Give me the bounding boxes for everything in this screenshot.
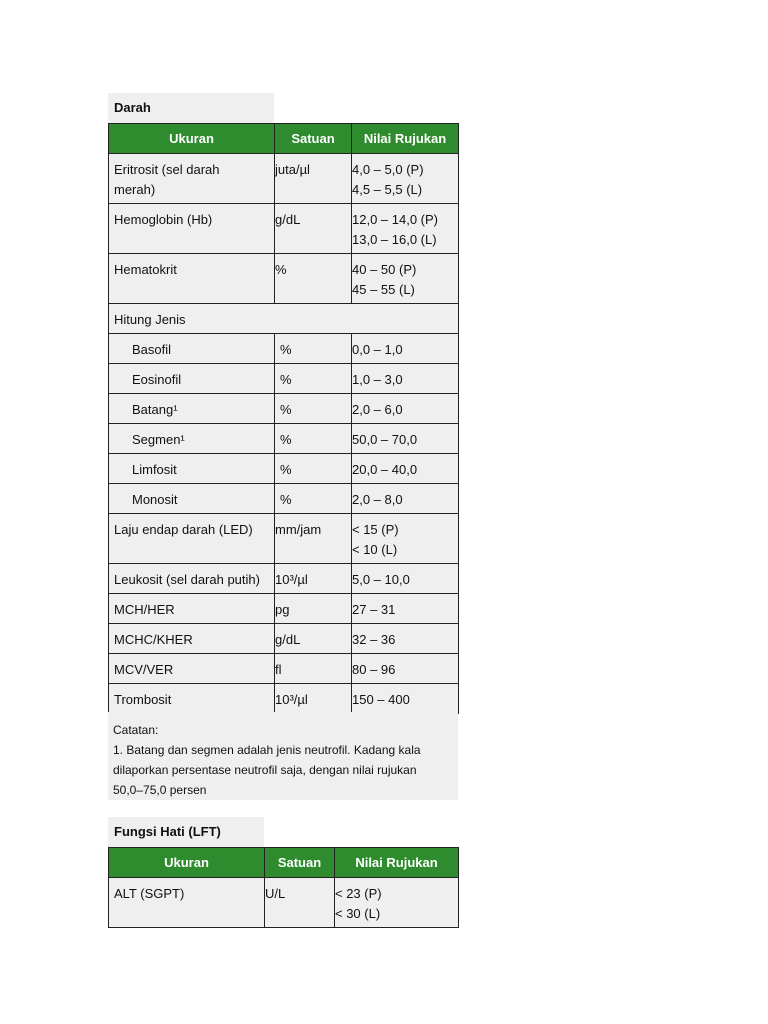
table-row (109, 564, 459, 594)
table-row (109, 878, 459, 928)
row-unit: % (275, 254, 352, 304)
hitung-jenis-label: Hitung Jenis (109, 304, 459, 334)
darah-caption: Darah (108, 93, 274, 123)
row-ref: 32 – 36 (352, 624, 459, 654)
row-ref: 20,0 – 40,0 (352, 454, 459, 484)
row-unit: % (275, 424, 352, 454)
row-unit: pg (275, 594, 352, 624)
table-row (109, 424, 459, 454)
darah-header-row (109, 124, 459, 154)
row-ref: 5,0 – 10,0 (352, 564, 459, 594)
row-name: Laju endap darah (LED) (109, 514, 275, 564)
row-name: Hematokrit (109, 254, 275, 304)
row-name: MCHC/KHER (109, 624, 275, 654)
darah-table (108, 123, 459, 714)
row-unit: 10³/µl (275, 684, 352, 714)
table-row (109, 154, 459, 204)
row-ref: 0,0 – 1,0 (352, 334, 459, 364)
header-satuan: Satuan (275, 124, 352, 154)
row-unit: % (275, 484, 352, 514)
row-ref: 2,0 – 6,0 (352, 394, 459, 424)
note-text: dilaporkan persentase neutrofil saja, dengan nilai rujukan (113, 763, 417, 777)
fungsi-hati-table (108, 847, 459, 928)
table-row (109, 594, 459, 624)
table-row (109, 454, 459, 484)
row-name: Leukosit (sel darah putih) (109, 564, 275, 594)
row-name: ALT (SGPT) (109, 878, 265, 928)
row-unit: % (275, 364, 352, 394)
header-nilai-rujukan: Nilai Rujukan (352, 124, 459, 154)
row-unit: U/L (265, 878, 335, 928)
darah-note (108, 712, 458, 800)
header-satuan: Satuan (265, 848, 335, 878)
row-unit: fl (275, 654, 352, 684)
table-row-group-heading (109, 304, 459, 334)
row-name: Monosit (109, 484, 275, 514)
row-name: Trombosit (109, 684, 275, 714)
table-row (109, 204, 459, 254)
row-ref: 1,0 – 3,0 (352, 364, 459, 394)
table-row (109, 364, 459, 394)
row-ref: 50,0 – 70,0 (352, 424, 459, 454)
header-ukuran: Ukuran (109, 848, 265, 878)
row-ref: 40 – 50 (P) 45 – 55 (L) (352, 254, 459, 304)
row-ref: < 15 (P) < 10 (L) (352, 514, 459, 564)
fungsi-hati-caption: Fungsi Hati (LFT) (108, 817, 264, 847)
row-name: Segmen¹ (109, 424, 275, 454)
row-name: Eosinofil (109, 364, 275, 394)
row-ref: 150 – 400 (352, 684, 459, 714)
note-heading: Catatan: (113, 723, 159, 737)
row-name: Eritrosit (sel darah merah) (109, 154, 275, 204)
table-row (109, 334, 459, 364)
table-row (109, 684, 459, 714)
table-row (109, 654, 459, 684)
row-ref: 4,0 – 5,0 (P) 4,5 – 5,5 (L) (352, 154, 459, 204)
table-row (109, 624, 459, 654)
row-name: Limfosit (109, 454, 275, 484)
row-unit: juta/µl (275, 154, 352, 204)
row-name: MCH/HER (109, 594, 275, 624)
fungsi-hati-header-row (109, 848, 459, 878)
row-unit: g/dL (275, 624, 352, 654)
header-ukuran: Ukuran (109, 124, 275, 154)
row-unit: % (275, 334, 352, 364)
row-ref: 2,0 – 8,0 (352, 484, 459, 514)
row-ref: 27 – 31 (352, 594, 459, 624)
note-text: 50,0–75,0 persen (113, 783, 207, 797)
table-row (109, 484, 459, 514)
row-name: Basofil (109, 334, 275, 364)
row-unit: % (275, 454, 352, 484)
row-name: Batang¹ (109, 394, 275, 424)
header-nilai-rujukan: Nilai Rujukan (335, 848, 459, 878)
row-unit: mm/jam (275, 514, 352, 564)
table-row (109, 514, 459, 564)
table-row (109, 254, 459, 304)
row-name: MCV/VER (109, 654, 275, 684)
note-text: 1. Batang dan segmen adalah jenis neutrofil. Kadang kala (113, 743, 421, 757)
row-unit: g/dL (275, 204, 352, 254)
row-ref: 80 – 96 (352, 654, 459, 684)
row-unit: 10³/µl (275, 564, 352, 594)
table-row (109, 394, 459, 424)
row-ref: 12,0 – 14,0 (P) 13,0 – 16,0 (L) (352, 204, 459, 254)
row-unit: % (275, 394, 352, 424)
row-ref: < 23 (P) < 30 (L) (335, 878, 459, 928)
row-name: Hemoglobin (Hb) (109, 204, 275, 254)
